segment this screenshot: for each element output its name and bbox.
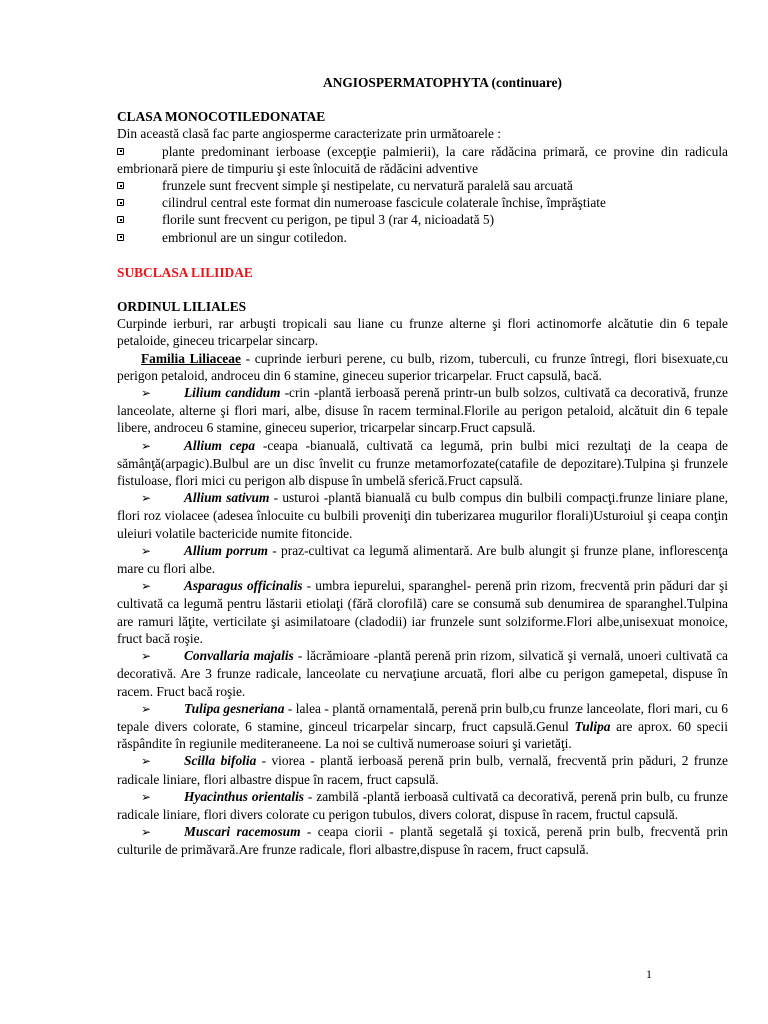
- list-item: frunzele sunt frecvent simple şi nestipelate, cu nervatură paralelă sau arcuată: [117, 177, 728, 194]
- order-heading: ORDINUL LILIALES: [117, 299, 247, 315]
- species-entry: ➢ Tulipa gesneriana - lalea - plantă ornamentală, perenă prin bulb,cu frunze lanceolate, flori mari, cu 6 tepale divers colorate, 6 stamine, ginceul tricarpelar sincarp, fruct capsulă.Genul Tulipa are aprox. 60 specii răspândite în regiunile mediteraneene. La noi se cultivă numeroase soiuri şi varietăţi.: [117, 700, 728, 752]
- species-name: Tulipa gesneriana: [184, 700, 285, 716]
- species-name: Allium sativum: [184, 490, 270, 506]
- species-name: Allium porrum: [184, 542, 268, 558]
- genus-name: Tulipa: [574, 718, 611, 734]
- class-heading: CLASA MONOCOTILEDONATAE: [117, 109, 326, 125]
- species-entry: ➢ Allium cepa -ceapa -bianuală, cultivată ca legumă, prin bulbi mici rezultaţi de la ceapa de sămânţă(arpagic).Bulbul are un disc învelit cu frunze metamorfozate(catafile de depozitare).Tulpina şi frunzele fistuloase, flori mici cu perigon alb dispuse în umbelă sferică.Fruct capsulă.: [117, 437, 728, 489]
- species-entry: ➢ Hyacinthus orientalis - zambilă -plantă ierboasă cultivată ca decorativă, perenă prin bulb, cu frunze radicale liniare, flori divers colorate cu perigon tubulos, divers colorat, dispuse în racem, fructul capsulă.: [117, 788, 728, 822]
- species-entry: ➢ Asparagus officinalis - umbra iepurelui, sparanghel- perenă prin rizom, frecventă prin păduri dar şi cultivată ca legumă pentru lăstarii etiolaţi (fără clorofilă) care se consumă sub denumirea de sparanghel.Tulpina are ramuri lăţite, verticilate şi asimilatoare (cladodii) iar frunzele sunt solziforme.Flori albe,unisexuat monoice, fruct bacă roşie.: [117, 578, 728, 646]
- list-item: embrionul are un singur cotiledon.: [117, 229, 728, 246]
- square-bullet-icon: [117, 182, 124, 189]
- species-name: Convallaria majalis: [184, 648, 294, 664]
- species-name: Scilla bifolia: [184, 753, 257, 769]
- family-paragraph: Familia Liliaceae - cuprinde ierburi perene, cu bulb, rizom, tuberculi, cu frunze întregi, flori bisexuate,cu perigon petaloid, androceu din 6 stamine, gineceu superior tricarpelar. Fruct capsulă, bacă.: [117, 350, 729, 383]
- family-name: Familia Liliaceae: [141, 350, 241, 366]
- arrow-bullet-icon: ➢: [141, 701, 152, 716]
- species-entry: ➢ Lilium candidum -crin -plantă ierboasă perenă printr-un bulb solzos, cultivată ca decorativă, frunze lanceolate, alterne şi flori mari, albe, disuse în racem terminal.Florile au perigon petaloid, alcătuit din 6 tepale libere, androceu 6 stamine, gineceu superior, tricarpelar sincarp.Fruct capsulă.: [117, 385, 728, 436]
- species-name: Hyacinthus orientalis: [184, 788, 304, 804]
- page-number: 1: [646, 967, 652, 981]
- species-name: Lilium candidum: [184, 385, 281, 401]
- species-name: Muscari racemosum: [184, 824, 301, 840]
- species-name: Allium cepa: [184, 437, 256, 453]
- arrow-bullet-icon: ➢: [141, 789, 152, 804]
- species-entry: ➢ Allium sativum - usturoi -plantă bianuală cu bulb compus din bulbili compacţi.frunze liniare plane, flori roz violacee (adesea înlocuite cu bulbili proveniţi din tuberizarea mugurilor florali)Usturoiul şi ceapa conţin uleiuri volatile bactericide numite fitoncide.: [117, 490, 728, 541]
- arrow-bullet-icon: ➢: [141, 579, 152, 594]
- species-entry: ➢ Convallaria majalis - lăcrămioare -plantă perenă prin rizom, silvatică şi vernală, unoeri cultivată ca decorativă. Are 3 frunze radicale, lanceolate cu nervaţiune arcuată, flori albe cu perigon gamepetal, dispuse în racem. Fruct bacă roşie.: [117, 648, 728, 699]
- subclass-heading: SUBCLASA LILIIDAE: [117, 264, 253, 280]
- arrow-bullet-icon: ➢: [141, 438, 152, 453]
- square-bullet-icon: [117, 234, 124, 241]
- square-bullet-icon: [117, 199, 124, 206]
- list-item: plante predominant ierboase (excepţie palmierii), la care rădăcina primară, ce provine din radicula embrionară piere de timpuriu şi este înlocuită de rădăcini adventive: [117, 143, 728, 176]
- species-name: Asparagus officinalis: [184, 578, 303, 594]
- arrow-bullet-icon: ➢: [141, 649, 152, 664]
- arrow-bullet-icon: ➢: [141, 491, 152, 506]
- order-description: Curpinde ierburi, rar arbuşti tropicali sau liane cu frunze alterne şi flori actinomorfe alcătutie din 6 tepale petaloide, gineceu tricarpelar sincarp.: [117, 316, 728, 349]
- page-content: [117, 74, 728, 859]
- square-bullet-icon: [117, 216, 124, 223]
- arrow-bullet-icon: ➢: [141, 386, 152, 401]
- species-entry: ➢ Allium porrum - praz-cultivat ca legumă alimentară. Are bulb alungit şi frunze plane, inflorescenţa mare cu flori albe.: [117, 542, 728, 577]
- square-bullet-icon: [117, 148, 124, 155]
- arrow-bullet-icon: ➢: [141, 825, 152, 840]
- list-item: cilindrul central este format din numeroase fascicule colaterale închise, împrăştiate: [117, 194, 728, 211]
- class-intro: Din această clasă fac parte angiosperme caracterizate prin următoarele :: [117, 126, 502, 142]
- arrow-bullet-icon: ➢: [141, 543, 152, 558]
- species-entry: ➢ Scilla bifolia - viorea - plantă ierboasă perenă prin bulb, vernală, frecventă prin păduri, 2 frunze radicale liniare, flori albastre dispue în racem, fruct capsulă.: [117, 753, 728, 787]
- arrow-bullet-icon: ➢: [141, 754, 152, 769]
- page-title: ANGIOSPERMATOPHYTA (continuare): [323, 75, 562, 90]
- species-entry: ➢ Muscari racemosum - ceapa ciorii - plantă segetală şi toxică, perenă prin bulb, frecventă prin culturile de primăvară.Are frunze radicale, flori albastre,dispuse în racem, fruct capsulă.: [117, 824, 728, 858]
- species-list: [0, 384, 728, 858]
- list-item: florile sunt frecvent cu perigon, pe tipul 3 (rar 4, nicioadată 5): [117, 211, 728, 228]
- class-feature-list: [117, 143, 728, 246]
